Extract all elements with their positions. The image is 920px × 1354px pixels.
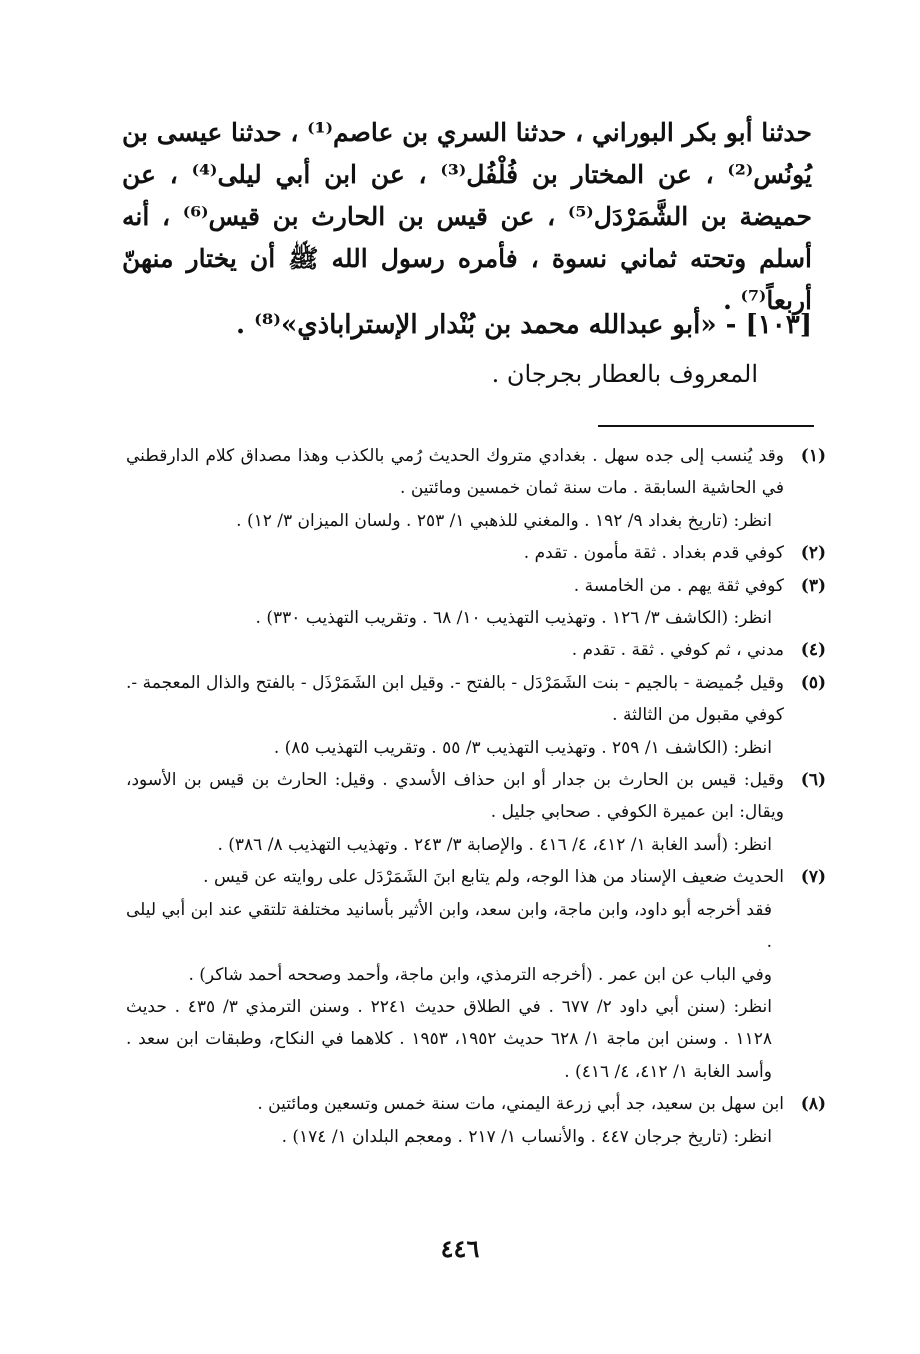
footnote-6: [126, 764, 826, 861]
footnote-number: (١): [800, 446, 826, 466]
footnote-text: كوفي ثقة يهم . من الخامسة .: [573, 575, 784, 596]
footnote-text: مدني ، ثم كوفي . ثقة . تقدم .: [571, 640, 784, 661]
footnote-text: وقيل جُميضة - بالجيم - بنت الشَمَرْدَل - بالفتح -. وقيل ابن الشَمَرْذَل - بالفتح والذال المعجمة -. كوفي مقبول من الثالثة .: [126, 672, 784, 726]
footnote-reference: انظر: (الكاشف ١/ ٢٥٩ . وتهذيب التهذيب ٣/ ٥٥ . وتقريب التهذيب ٨٥) .: [273, 737, 772, 758]
footnote-number: (٦): [800, 770, 826, 791]
footnote-separator: [598, 425, 814, 427]
footnote-reference: انظر: (تاريخ جرجان ٤٤٧ . والأنساب ١/ ٢١٧ . ومعجم البلدان ١/ ١٧٤) .: [281, 1126, 772, 1147]
footnote-2: [126, 537, 826, 569]
hadith-paragraph: حدثنا أبو بكر البوراني ، حدثنا السري بن عاصم⁽¹⁾ ، حدثنا عيسى بن يُونُس⁽²⁾ ، عن المختار بن فُلْفُل⁽³⁾ ، عن ابن أبي ليلى⁽⁴⁾ ، عن حميضة بن الشَّمَرْدَل⁽⁵⁾ ، عن قيس بن الحارث بن قيس⁽⁶⁾ ، أنه أسلم وتحته ثماني نسوة ، فأمره رسول الله ﷺ أن يختار منهنّ أربعاً⁽⁷⁾ .: [122, 118, 812, 315]
footnote-number: (٨): [800, 1094, 826, 1115]
page-number: ٤٤٦: [440, 1234, 480, 1263]
footnote-number: (٢): [800, 543, 826, 564]
entry-heading: [١٠٣] - «أبو عبدالله محمد بن بُنْدار الإستراباذي»⁽⁸⁾ .: [235, 310, 812, 340]
footnote-7: [126, 861, 826, 1088]
footnote-text: وقد يُنسب إلى جده سهل . بغدادي متروك الحديث رُمي بالكذب وهذا مصداق كلام الدارقطني في الحاشية السابقة . مات سنة ثمان خمسين ومائتين .: [126, 446, 784, 499]
footnote-reference: فقد أخرجه أبو داود، وابن ماجة، وابن سعد، وابن الأثير بأسانيد مختلفة تلتقي عند ابن أبي ليلى .: [126, 899, 772, 953]
footnote-reference: انظر: (تاريخ بغداد ٩/ ١٩٢ . والمغني للذهبي ١/ ٢٥٣ . ولسان الميزان ٣/ ١٢) .: [236, 510, 772, 531]
footnote-reference: انظر: (سنن أبي داود ٢/ ٦٧٧ . في الطلاق حديث ٢٢٤١ . وسنن الترمذي ٣/ ٤٣٥ . حديث ١١٢٨ . وسنن ابن ماجة ١/ ٦٢٨ حديث ١٩٥٢، ١٩٥٣ . كلاهما في النكاح، وطبقات ابن سعد . وأسد الغابة ١/ ٤١٢، ٤/ ٤١٦) .: [126, 996, 772, 1082]
footnote-reference: وفي الباب عن ابن عمر . (أخرجه الترمذي، وابن ماجة، وأحمد وصححه أحمد شاكر) .: [188, 964, 772, 985]
footnote-1: [126, 440, 826, 537]
footnote-reference: انظر: (الكاشف ٣/ ١٢٦ . وتهذيب التهذيب ١٠/ ٦٨ . وتقريب التهذيب ٣٣٠) .: [255, 608, 772, 629]
footnote-text: وقيل: قيس بن الحارث بن جدار أو ابن حذاف الأسدي . وقيل: الحارث بن قيس بن الأسود، ويقال: ابن عميرة الكوفي . صحابي جليل .: [126, 770, 784, 823]
footnote-reference: انظر: (أسد الغابة ١/ ٤١٢، ٤/ ٤١٦ . والإصابة ٣/ ٢٤٣ . وتهذيب التهذيب ٨/ ٣٨٦) .: [217, 834, 772, 855]
footnote-number: (٤): [800, 640, 826, 661]
entry-known-as: المعروف بالعطار بجرجان .: [491, 360, 758, 388]
footnote-text: ابن سهل بن سعيد، جد أبي زرعة اليمني، مات سنة خمس وتسعين ومائتين .: [257, 1094, 784, 1115]
footnote-text: الحديث ضعيف الإسناد من هذا الوجه، ولم يتابع ابنَ الشَمَرْدَل على روايته عن قيس .: [203, 867, 784, 888]
footnote-4: [126, 634, 826, 666]
footnotes: [126, 440, 826, 1153]
footnote-8: [126, 1088, 826, 1153]
footnote-5: [126, 667, 826, 764]
footnote-number: (٣): [800, 575, 826, 596]
footnote-3: [126, 570, 826, 635]
footnote-number: (٥): [800, 672, 826, 693]
footnote-number: (٧): [800, 867, 826, 888]
main-text: [122, 112, 812, 322]
footnote-text: كوفي قدم بغداد . ثقة مأمون . تقدم .: [523, 543, 784, 564]
